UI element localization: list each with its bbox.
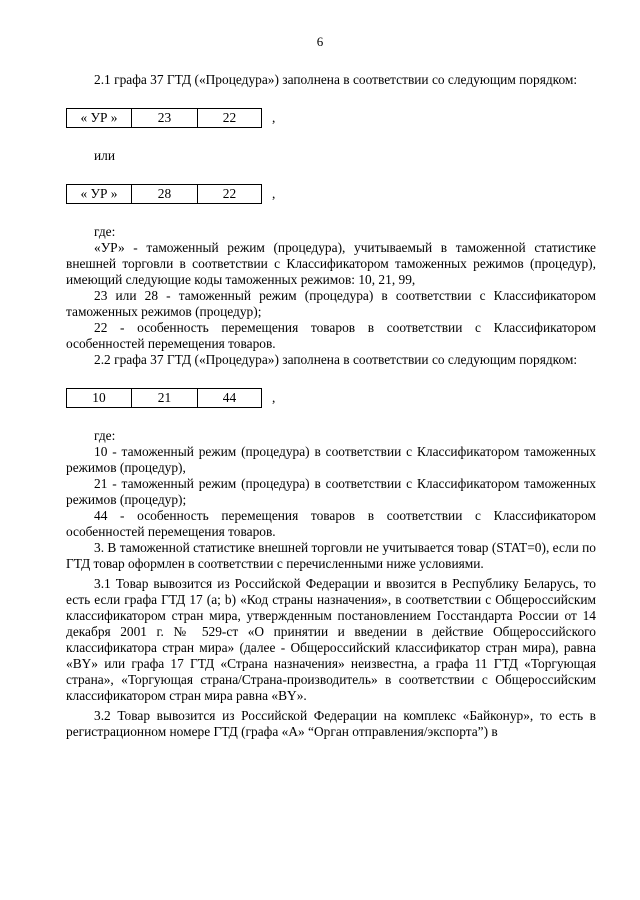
code-row-3 (66, 388, 596, 408)
where-label-1: где: (94, 224, 116, 239)
code-cell-feature: 22 (197, 185, 261, 203)
paragraph-3-1: 3.1 Товар вывозится из Российской Федерации и ввозится в Республику Беларусь, то есть если графа ГТД 17 (a; b) «Код страны назначения», в соответствии с Общероссийским классификатором стран мира, утвержденным постановлением Госстандарта России от 14 декабря 2001 г. № 529-ст «О принятии и введении в действие Общероссийского классификатора стран мира» (далее - Общероссийский классификатор стран мира), равна «BY» или графа 17 ГТД «Страна назначения» неизвестна, а графа 11 ГТД «Торгующая страна», «Торгующая страна/Страна-производитель» в соответствии с Общероссийским классификатором стран мира равна «BY». (66, 576, 596, 703)
code-row-2 (66, 184, 596, 204)
code-table-2 (66, 184, 262, 204)
code-cell-regime: « УР » (80, 110, 118, 125)
paragraph-2-2: 2.2 графа 37 ГТД («Процедура») заполнена в соответствии со следующим порядком: (94, 352, 578, 367)
code-cell-feature: 44 (197, 389, 261, 407)
paragraph-3-2: 3.2 Товар вывозится из Российской Федерации на комплекс «Байконур», то есть в регистрационном номере ГТД (графа «А» “Орган отправления/экспорта”) в (66, 708, 596, 739)
separator: , (272, 186, 276, 201)
or-label: или (94, 148, 116, 163)
separator: , (272, 390, 276, 405)
definition-21: 21 - таможенный режим (процедура) в соответствии с Классификатором таможенных режимов (процедур); (66, 476, 596, 507)
separator: , (272, 110, 276, 125)
code-cell-regime: « УР » (80, 186, 118, 201)
definition-23-28: 23 или 28 - таможенный режим (процедура) в соответствии с Классификатором таможенных режимов (процедур); (66, 288, 596, 319)
code-cell-procedure: 23 (131, 109, 197, 127)
where-label-2: где: (94, 428, 116, 443)
definition-10: 10 - таможенный режим (процедура) в соответствии с Классификатором таможенных режимов (процедур), (66, 444, 596, 475)
code-cell-regime: 10 (92, 390, 106, 405)
page-number: 6 (316, 34, 324, 49)
paragraph-3: 3. В таможенной статистике внешней торговли не учитывается товар (STAT=0), если по ГТД товар оформлен в соответствии с перечисленными ниже условиями. (66, 540, 596, 571)
code-cell-feature: 22 (197, 109, 261, 127)
definition-22: 22 - особенность перемещения товаров в соответствии с Классификатором особенностей перемещения товаров. (66, 320, 596, 351)
code-table-1 (66, 108, 262, 128)
page-content (66, 72, 596, 740)
code-row-1 (66, 108, 596, 128)
definition-ur: «УР» - таможенный режим (процедура), учитываемый в таможенной статистике внешней торговли в соответствии с Классификатором таможенных режимов (процедур), имеющий следующие коды таможенных режимов: 10, 21, 99, (66, 240, 596, 287)
code-cell-procedure: 28 (131, 185, 197, 203)
definition-44: 44 - особенность перемещения товаров в соответствии с Классификатором особенностей перемещения товаров. (66, 508, 596, 539)
code-cell-procedure: 21 (131, 389, 197, 407)
paragraph-2-1: 2.1 графа 37 ГТД («Процедура») заполнена в соответствии со следующим порядком: (94, 72, 578, 87)
code-table-3 (66, 388, 262, 408)
